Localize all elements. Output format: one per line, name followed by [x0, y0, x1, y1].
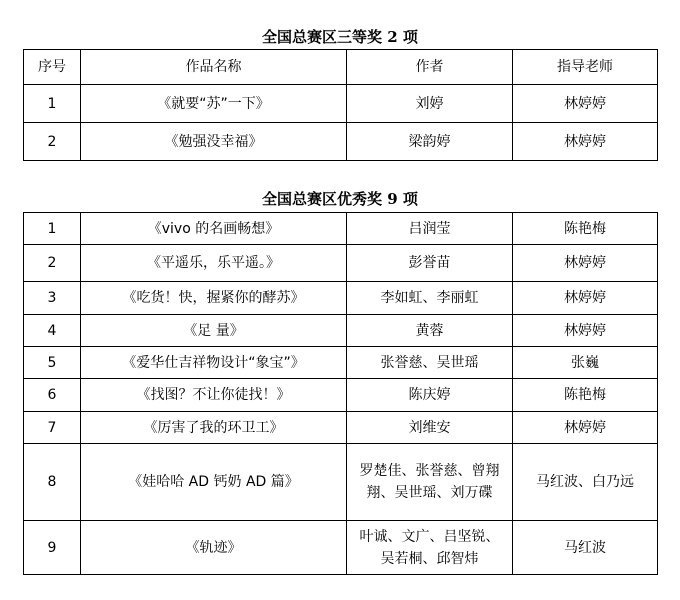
table-row — [24, 347, 658, 379]
cell-advisor: 张巍 — [513, 347, 658, 379]
header-author: 作者 — [347, 50, 513, 85]
cell-advisor: 陈艳梅 — [513, 213, 658, 245]
cell-work-title: 《就要“苏”一下》 — [81, 85, 347, 123]
cell-work-title: 《找图？不让你徒找！》 — [81, 379, 347, 412]
table-row — [24, 85, 658, 123]
cell-author: 彭誉苗 — [347, 245, 513, 282]
header-work-title: 作品名称 — [81, 50, 347, 85]
excellence-prize-table — [23, 212, 658, 575]
cell-author: 刘婷 — [347, 85, 513, 123]
header-number: 序号 — [24, 50, 81, 85]
cell-number: 6 — [24, 379, 81, 412]
header-advisor: 指导老师 — [513, 50, 658, 85]
cell-number: 1 — [24, 85, 81, 123]
table-row — [24, 213, 658, 245]
table-row — [24, 444, 658, 521]
cell-advisor: 林婷婷 — [513, 315, 658, 347]
cell-advisor: 陈艳梅 — [513, 379, 658, 412]
cell-author: 吕润莹 — [347, 213, 513, 245]
cell-work-title: 《吃货！快，握紧你的酵苏》 — [81, 282, 347, 315]
cell-work-title: 《娃哈哈 AD 钙奶 AD 篇》 — [81, 444, 347, 521]
table-row — [24, 123, 658, 161]
table-row — [24, 521, 658, 575]
table-row — [24, 412, 658, 444]
cell-advisor: 马红波 — [513, 521, 658, 575]
third-prize-table — [23, 49, 658, 161]
cell-work-title: 《爱华仕吉祥物设计“象宝”》 — [81, 347, 347, 379]
cell-author: 黄蓉 — [347, 315, 513, 347]
section-title-third-prize: 全国总赛区三等奖 2 项 — [262, 28, 418, 46]
cell-work-title: 《vivo 的名画畅想》 — [81, 213, 347, 245]
cell-work-title: 《轨迹》 — [81, 521, 347, 575]
cell-advisor: 林婷婷 — [513, 123, 658, 161]
table-row — [24, 315, 658, 347]
cell-number: 4 — [24, 315, 81, 347]
cell-number: 2 — [24, 123, 81, 161]
cell-advisor: 马红波、白乃远 — [513, 444, 658, 521]
cell-author: 李如虹、李丽虹 — [347, 282, 513, 315]
cell-work-title: 《平遥乐，乐平遥。》 — [81, 245, 347, 282]
section-title-excellence-prize: 全国总赛区优秀奖 9 项 — [262, 190, 418, 208]
table-row — [24, 245, 658, 282]
cell-number: 8 — [24, 444, 81, 521]
cell-number: 3 — [24, 282, 81, 315]
table-row — [24, 282, 658, 315]
cell-work-title: 《足 量》 — [81, 315, 347, 347]
cell-advisor: 林婷婷 — [513, 412, 658, 444]
cell-advisor: 林婷婷 — [513, 245, 658, 282]
cell-author: 梁韵婷 — [347, 123, 513, 161]
cell-author: 陈庆婷 — [347, 379, 513, 412]
cell-author: 罗楚佳、张誉慈、曾翔翔、吴世瑶、刘万碟 — [347, 444, 513, 521]
cell-advisor: 林婷婷 — [513, 282, 658, 315]
table-row — [24, 379, 658, 412]
table-header-row — [24, 50, 658, 85]
cell-work-title: 《勉强没幸福》 — [81, 123, 347, 161]
cell-number: 1 — [24, 213, 81, 245]
cell-author: 张誉慈、吴世瑶 — [347, 347, 513, 379]
cell-number: 9 — [24, 521, 81, 575]
cell-author: 刘维安 — [347, 412, 513, 444]
cell-number: 5 — [24, 347, 81, 379]
cell-number: 2 — [24, 245, 81, 282]
cell-advisor: 林婷婷 — [513, 85, 658, 123]
cell-author: 叶诚、文广、吕坚锐、吴若桐、邱智炜 — [347, 521, 513, 575]
cell-work-title: 《厉害了我的环卫工》 — [81, 412, 347, 444]
cell-number: 7 — [24, 412, 81, 444]
